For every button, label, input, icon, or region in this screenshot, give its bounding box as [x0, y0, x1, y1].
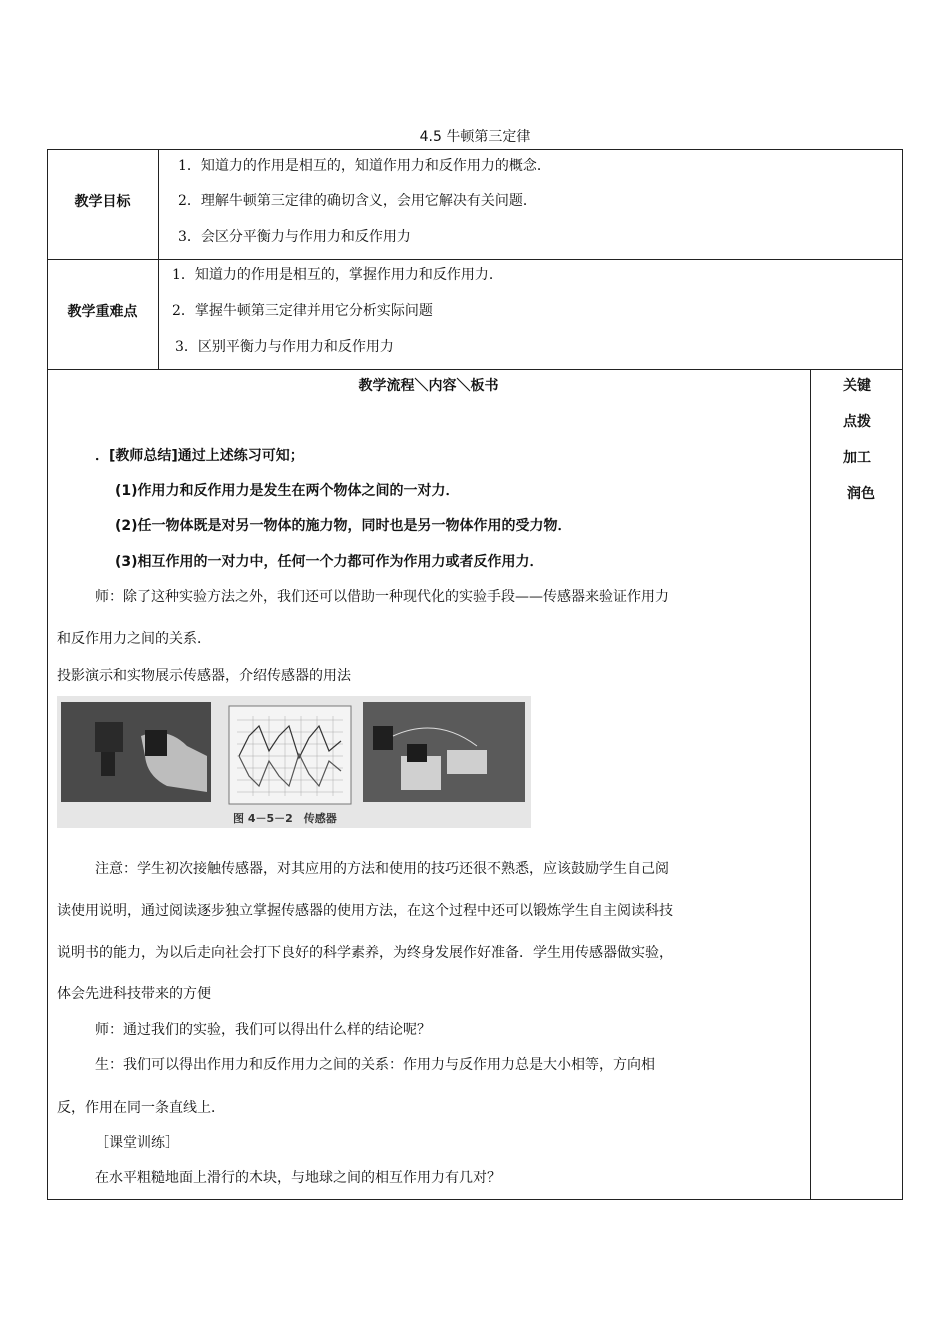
teacher-question: 师：通过我们的实验，我们可以得出什么样的结论呢？ — [95, 1022, 431, 1038]
sensor-figure-image — [57, 696, 531, 828]
label-column-divider — [158, 149, 159, 369]
side-column-divider — [810, 369, 811, 1199]
table-border-bottom — [47, 1199, 903, 1200]
note-line-1: 注意：学生初次接触传感器，对其应用的方法和使用的技巧还很不熟悉，应该鼓励学生自己阅 — [95, 861, 669, 877]
demo-text: 投影演示和实物展示传感器，介绍传感器的用法 — [57, 668, 351, 684]
summary-point-2: (2)任一物体既是对另一物体的施力物，同时也是另一物体作用的受力物． — [115, 518, 572, 534]
training-title: ［课堂训练］ — [95, 1135, 179, 1151]
figure-caption: 图 4－5－2 传感器 — [233, 812, 337, 825]
training-question: 在水平粗糙地面上滑行的木块，与地球之间的相互作用力有几对？ — [95, 1170, 501, 1186]
student-answer-line-2: 反，作用在同一条直线上． — [57, 1100, 225, 1116]
teacher-remark-line-2: 和反作用力之间的关系． — [57, 631, 211, 647]
keypoint-item-3: 3．区别平衡力与作用力和反作用力 — [175, 339, 394, 355]
process-header: 教学流程＼内容＼板书 — [358, 378, 499, 394]
row-divider-1 — [47, 259, 903, 260]
sensor-figure — [57, 696, 531, 828]
goal-item-3: 3．会区分平衡力与作用力和反作用力 — [178, 229, 411, 245]
table-border-right — [902, 149, 903, 1200]
keypoint-item-2: 2．掌握牛顿第三定律并用它分析实际问题 — [172, 303, 433, 319]
student-answer-line-1: 生：我们可以得出作用力和反作用力之间的关系：作用力与反作用力总是大小相等，方向相 — [95, 1057, 655, 1073]
keypoints-label: 教学重难点 — [67, 304, 138, 320]
note-line-4: 体会先进科技带来的方便 — [57, 986, 211, 1002]
goals-label: 教学目标 — [74, 194, 131, 210]
side-label-1: 关键 — [843, 378, 871, 394]
summary-point-3: (3)相互作用的一对力中，任何一个力都可作为作用力或者反作用力． — [115, 554, 544, 570]
goal-item-1: 1．知道力的作用是相互的，知道作用力和反作用力的概念． — [178, 158, 551, 174]
note-line-3: 说明书的能力，为以后走向社会打下良好的科学素养，为终身发展作好准备．学生用传感器做实验， — [57, 945, 673, 961]
summary-point-1: (1)作用力和反作用力是发生在两个物体之间的一对力． — [115, 483, 460, 499]
document-title: 4.5 牛顿第三定律 — [419, 129, 531, 145]
summary-title: ．[教师总结]通过上述练习可知； — [95, 448, 304, 464]
table-border-top — [47, 149, 903, 150]
goal-item-2: 2．理解牛顿第三定律的确切含义，会用它解决有关问题． — [178, 193, 537, 209]
keypoint-item-1: 1．知道力的作用是相互的，掌握作用力和反作用力． — [172, 267, 503, 283]
note-line-2: 读使用说明，通过阅读逐步独立掌握传感器的使用方法，在这个过程中还可以锻炼学生自主阅读科技 — [57, 903, 673, 919]
side-label-2: 点拨 — [843, 414, 871, 430]
row-divider-2 — [47, 369, 903, 370]
side-label-4: 润色 — [847, 486, 875, 502]
teacher-remark-line-1: 师：除了这种实验方法之外，我们还可以借助一种现代化的实验手段——传感器来验证作用力 — [95, 589, 669, 605]
side-label-3: 加工 — [843, 450, 871, 466]
